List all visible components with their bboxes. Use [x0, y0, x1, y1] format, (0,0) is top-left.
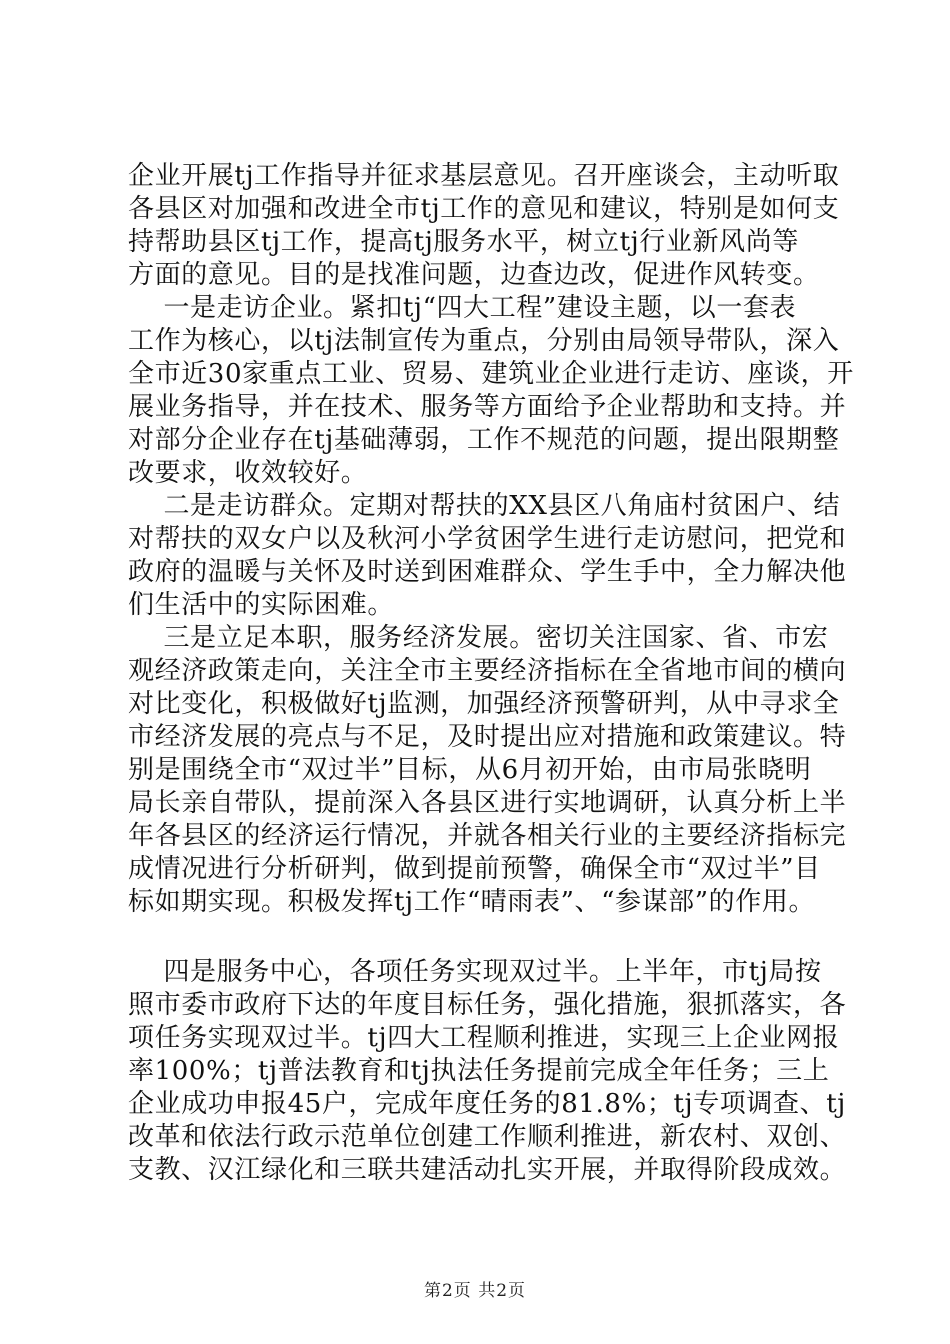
- document-body: [128, 160, 854, 1187]
- text-line: 三是立足本职，服务经济发展。密切关注国家、省、市宏: [128, 623, 829, 653]
- text-line: 改要求，收效较好。: [128, 458, 368, 488]
- text-line: 二是走访群众。定期对帮扶的XX县区八角庙村贫困户、结: [128, 491, 841, 521]
- text-line: 政府的温暖与关怀及时送到困难群众、学生手中，全力解决他: [128, 557, 847, 587]
- text-line: 工作为核心，以tj法制宣传为重点，分别由局领导带队，深入: [128, 326, 840, 356]
- paragraph-economic-service: [128, 622, 847, 919]
- paragraph-intro: [128, 160, 840, 292]
- text-line: 局长亲自带队，提前深入各县区进行实地调研，认真分析上半: [128, 788, 847, 818]
- paragraph-visit-public: [128, 490, 847, 622]
- text-line: 展业务指导，并在技术、服务等方面给予企业帮助和支持。并: [128, 392, 847, 422]
- text-line: 别是围绕全市“双过半”目标，从6月初开始，由市局张晓明: [128, 755, 812, 785]
- text-line: 年各县区的经济运行情况，并就各相关行业的主要经济指标完: [128, 821, 847, 851]
- text-line: 对比变化，积极做好tj监测，加强经济预警研判，从中寻求全: [128, 689, 840, 719]
- text-line: 成情况进行分析研判，做到提前预警，确保全市“双过半”目: [128, 854, 821, 884]
- text-line: 标如期实现。积极发挥tj工作“晴雨表”、“参谋部”的作用。: [128, 887, 816, 917]
- paragraph-task-completion: [128, 956, 847, 1187]
- text-line: 方面的意见。目的是找准问题，边查边改，促进作风转变。: [128, 260, 820, 290]
- text-line: 率100%；tj普法教育和tj执法任务提前完成全年任务；三上: [128, 1056, 830, 1086]
- text-line: 四是服务中心，各项任务实现双过半。上半年，市tj局按: [128, 957, 822, 987]
- text-line: 支教、汉江绿化和三联共建活动扎实开展，并取得阶段成效。: [128, 1155, 847, 1185]
- text-line: 项任务实现双过半。tj四大工程顺利推进，实现三上企业网报: [128, 1023, 840, 1053]
- text-line: 们生活中的实际困难。: [128, 590, 395, 620]
- text-line: 一是走访企业。紧扣tj“四大工程”建设主题，以一套表: [128, 293, 797, 323]
- text-line: 企业成功申报45户，完成年度任务的81.8%；tj专项调查、tj: [128, 1089, 846, 1119]
- page-number-footer: 第2页 共2页: [423, 1281, 527, 1301]
- text-line: 改革和依法行政示范单位创建工作顺利推进，新农村、双创、: [128, 1122, 847, 1152]
- text-line: 市经济发展的亮点与不足，及时提出应对措施和政策建议。特: [128, 722, 847, 752]
- text-line: 持帮助县区tj工作，提高tj服务水平，树立tj行业新风尚等: [128, 227, 799, 257]
- text-line: 全市近30家重点工业、贸易、建筑业企业进行走访、座谈，开: [128, 359, 854, 389]
- text-line: 观经济政策走向，关注全市主要经济指标在全省地市间的横向: [128, 656, 847, 686]
- text-line: 对部分企业存在tj基础薄弱，工作不规范的问题，提出限期整: [128, 425, 840, 455]
- paragraph-spacer: [128, 919, 828, 956]
- text-line: 照市委市政府下达的年度目标任务，强化措施，狠抓落实，各: [128, 990, 847, 1020]
- paragraph-visit-enterprises: [128, 292, 854, 490]
- text-line: 各县区对加强和改进全市tj工作的意见和建议，特别是如何支: [128, 194, 840, 224]
- text-line: 对帮扶的双女户以及秋河小学贫困学生进行走访慰问，把党和: [128, 524, 847, 554]
- text-line: 企业开展tj工作指导并征求基层意见。召开座谈会，主动听取: [128, 161, 840, 191]
